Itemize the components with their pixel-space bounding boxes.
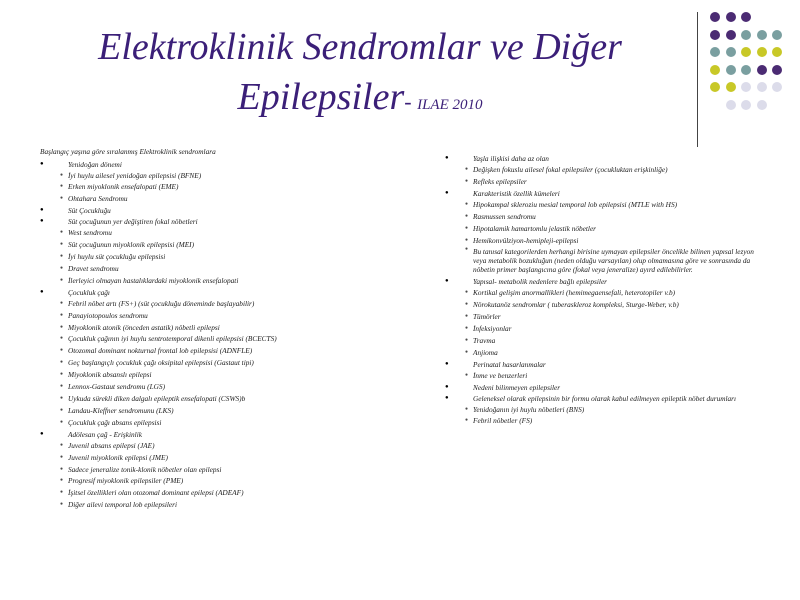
sub-list-item: ● İşitsel özellikleri olan otozomal dominant epilepsi (ADEAF)	[40, 487, 390, 499]
sub-list-item: ● Febril nöbetler (FS)	[445, 415, 765, 427]
sub-list-item: ● Landau-Kleffner sendromunu (LKS)	[40, 405, 390, 417]
sub-list-item: ● Tümörler	[445, 311, 765, 323]
decorative-dot	[726, 82, 736, 92]
sub-list-item: ● Hemikonvülziyon-hemipleji-epilepsi	[445, 235, 765, 247]
sub-list-item: ● Yenidoğanın iyi huylu nöbetleri (BNS)	[445, 404, 765, 416]
sub-list	[445, 287, 765, 358]
sub-list-item: ● Diğer ailevi temporal lob epilepsileri	[40, 499, 390, 511]
sub-list-item: ● Otozomal dominant nokturnal frontal lob epilepsisi (ADNFLE)	[40, 345, 390, 357]
sub-list-item: ● Uykuda sürekli diken dalgalı epileptik ensefalopati (CSWS)b	[40, 393, 390, 405]
sub-list-item: ● Değişken fokuslu ailesel fokal epilepsiler (çocukluktan erişkinliğe)	[445, 164, 765, 176]
decorative-dot	[741, 65, 751, 75]
sub-list-item: ● İyi huylu süt çocukluğu epilepsisi	[40, 251, 390, 263]
sub-list	[40, 298, 390, 429]
decorative-dot	[741, 82, 751, 92]
sub-list-item: ● Çocukluk çağı absans epilepsisi	[40, 417, 390, 429]
decorative-dot	[726, 65, 736, 75]
decorative-dot	[741, 100, 751, 110]
sub-list-item: ● Febril nöbet artı (FS+) (süt çocukluğu döneminde başlayabilir)	[40, 298, 390, 310]
sub-list-item: ● Bu tanısal kategorilerden herhangi birisine uymayan epilepsiler öncelikle bilinen yapısal lezyon veya metabolik bozukluğun (neden olduğu varsayılan) olup olmamasına göre ve sonrasında da nöbetin primer başlangıcına göre (fokal veya jeneralize) ayırd edilebilirler.	[445, 246, 765, 276]
sub-list-item: ● Hipotalamik hamartomlu jelastik nöbetler	[445, 223, 765, 235]
decorative-dot	[757, 100, 767, 110]
decorative-dot	[772, 65, 782, 75]
sub-list-item: ● Erken miyoklonik ensefalopati (EME)	[40, 181, 390, 193]
sub-list-item: ● İyi huylu ailesel yenidoğan epilepsisi (BFNE)	[40, 170, 390, 182]
decorative-dot	[710, 12, 720, 22]
decorative-dot	[710, 65, 720, 75]
decorative-divider	[697, 12, 698, 147]
sub-list-item: ● West sendromu	[40, 227, 390, 239]
right-column	[445, 153, 765, 427]
sub-list-item: ● Progresif miyoklonik epilepsiler (PME)	[40, 475, 390, 487]
title-line-2	[30, 72, 690, 130]
sub-list-item: ● Çocukluk çağının iyi huylu sentrotemporal dikenli epilepsisi (BCECTS)	[40, 333, 390, 345]
list-item: ● Yenidoğan dönemi	[40, 159, 390, 170]
decorative-dot	[757, 65, 767, 75]
title-ilae-label: ILAE 2010	[417, 97, 483, 113]
slide-title	[30, 22, 690, 130]
sub-list-item: ● Miyoklonik absanslı epilepsi	[40, 369, 390, 381]
sub-list-item: ● Ohtahara Sendromu	[40, 193, 390, 205]
sub-list-item: ● Sadece jeneralize tonik-klonik nöbetler olan epilepsi	[40, 464, 390, 476]
decorative-dot	[710, 82, 720, 92]
decorative-dot	[726, 12, 736, 22]
list-item: ● Geleneksel olarak epilepsinin bir formu olarak kabul edilmeyen epileptik nöbet durumları	[445, 393, 765, 404]
decorative-dot	[741, 30, 751, 40]
sub-list-item: ● Juvenil miyoklonik epilepsi (JME)	[40, 452, 390, 464]
sub-list-item: ● Geç başlangıçlı çocukluk çağı oksipital epilepsisi (Gastaut tipi)	[40, 357, 390, 369]
list-item: ● Yaşla ilişkisi daha az olan	[445, 153, 765, 164]
sub-list-item: ● Miyoklonik atonik (önceden astatik) nöbetli epilepsi	[40, 322, 390, 334]
list-item: ● Yapısal- metabolik nedenlere bağlı epilepsiler	[445, 276, 765, 287]
decorative-dot	[741, 12, 751, 22]
decorative-dot	[772, 30, 782, 40]
decorative-dot	[757, 30, 767, 40]
decorative-dot	[726, 47, 736, 57]
sub-list-item: ● Refleks epilepsiler	[445, 176, 765, 188]
sub-list-item: ● Anjioma	[445, 347, 765, 359]
left-list	[40, 159, 390, 512]
left-intro: Başlangıç yaşına göre sıralanmış Elektroklinik sendromlara	[40, 147, 216, 156]
sub-list-item: ● Panayiotopoulos sendromu	[40, 310, 390, 322]
decorative-dot	[710, 30, 720, 40]
title-line-2-main: Epilepsiler	[237, 76, 405, 118]
decorative-dot	[772, 47, 782, 57]
list-item: ● Süt çocuğunun yer değiştiren fokal nöbetleri	[40, 216, 390, 227]
sub-list	[445, 370, 765, 382]
decorative-dot	[757, 47, 767, 57]
sub-list-item: ● Lennox-Gastaut sendromu (LGS)	[40, 381, 390, 393]
title-separator: -	[404, 89, 418, 114]
sub-list-item: ● İlerleyici olmayan hastalıklardaki miyoklonik ensefalopati	[40, 275, 390, 287]
title-line-1: Elektroklinik Sendromlar ve Diğer	[98, 26, 622, 68]
sub-list-item: ● Hipokampal skleroziu mesial temporal lob epilepsisi (MTLE with HS)	[445, 199, 765, 211]
decorative-dot	[772, 82, 782, 92]
list-item: ● Adölesan çağ - Erişkinlik	[40, 429, 390, 440]
sub-list-item: ● Kortikal gelişim anormallikleri (hemimegaensefali, heterotopiler v.b)	[445, 287, 765, 299]
sub-list	[40, 440, 390, 511]
decorative-dot	[710, 47, 720, 57]
list-item: ● Karakteristik özellik kümeleri	[445, 188, 765, 199]
sub-list	[445, 404, 765, 428]
list-item: ● Perinatal hasarlanmalar	[445, 359, 765, 370]
decorative-dot	[726, 30, 736, 40]
sub-list-item: ● Rasmussen sendromu	[445, 211, 765, 223]
list-item: ● Süt Çocukluğu	[40, 205, 390, 216]
decorative-dot	[726, 100, 736, 110]
list-item: ● Nedeni bilinmeyen epilepsiler	[445, 382, 765, 393]
sub-list-item: ● Travma	[445, 335, 765, 347]
decorative-dot	[741, 47, 751, 57]
sub-list-item: ● İnfeksiyonlar	[445, 323, 765, 335]
decorative-dot	[757, 82, 767, 92]
left-column	[40, 146, 390, 511]
list-item: ● Çocukluk çağı	[40, 287, 390, 298]
sub-list-item: ● Juvenil absans epilepsi (JAE)	[40, 440, 390, 452]
sub-list	[445, 164, 765, 188]
sub-list-item: ● Nörokutanöz sendromlar ( tuberaskleroz kompleksi, Sturge-Weber, v.b)	[445, 299, 765, 311]
right-list	[445, 153, 765, 427]
sub-list	[40, 170, 390, 206]
sub-list	[40, 227, 390, 287]
sub-list-item: ● Süt çocuğunun miyoklonik epilepsisi (MEI)	[40, 239, 390, 251]
sub-list-item: ● İnme ve benzerleri	[445, 370, 765, 382]
decorative-dot-grid	[710, 12, 788, 130]
sub-list	[445, 199, 765, 276]
sub-list-item: ● Dravet sendromu	[40, 263, 390, 275]
